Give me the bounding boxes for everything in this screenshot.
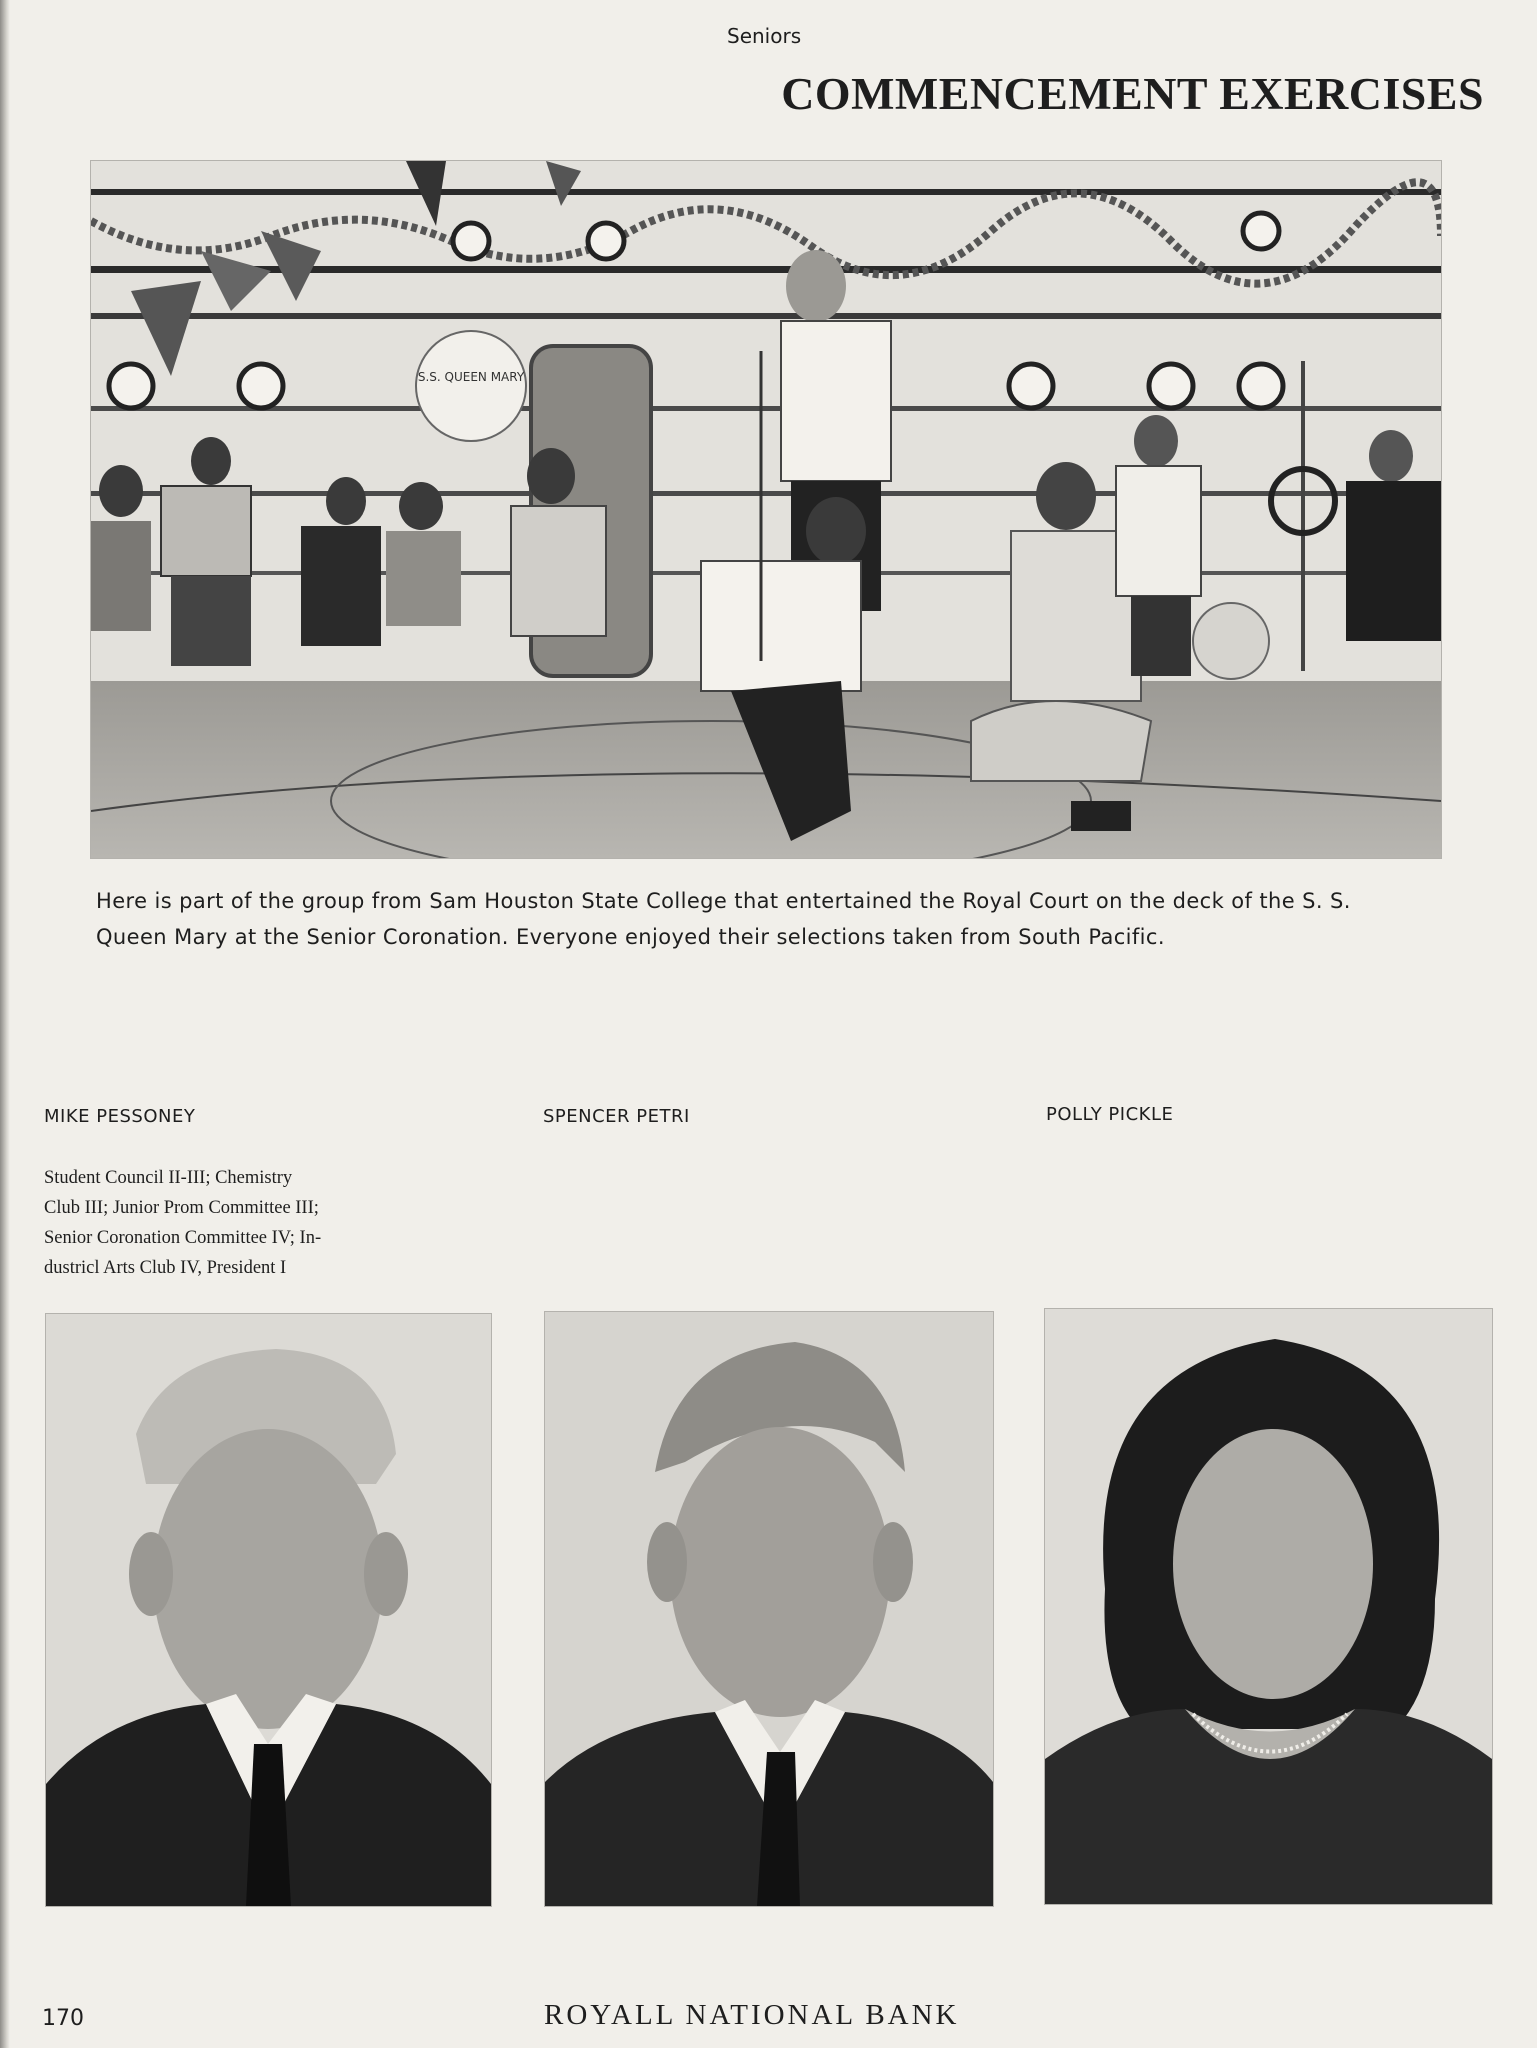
portrait-mike-pessoney <box>45 1313 492 1907</box>
student-activities-pessoney <box>44 1163 444 1283</box>
activities-line: Senior Coronation Committee IV; In- <box>44 1228 322 1248</box>
page-title: COMMENCEMENT EXERCISES <box>781 69 1484 119</box>
portrait-spencer-petri <box>544 1311 994 1907</box>
sponsor-banner: ROYALL NATIONAL BANK <box>544 1999 960 2031</box>
queen-mary-sign-text: S.S. QUEEN MARY <box>417 370 525 384</box>
activities-line: dustricl Arts Club IV, President I <box>44 1258 287 1278</box>
binding-edge <box>0 0 10 2048</box>
student-name-petri: SPENCER PETRI <box>543 1106 690 1127</box>
page-number: 170 <box>42 2006 84 2031</box>
portrait-polly-pickle <box>1044 1308 1493 1905</box>
section-label: Seniors <box>727 24 802 48</box>
activities-line: Student Council II-III; Chemistry <box>44 1168 293 1188</box>
caption-line-2: Queen Mary at the Senior Coronation. Everyone enjoyed their selections taken from South Pacific. <box>96 925 1165 949</box>
student-name-pessoney: MIKE PESSONEY <box>44 1106 196 1127</box>
activities-line: Club III; Junior Prom Committee III; <box>44 1198 319 1218</box>
stage-performance-photo <box>90 160 1442 859</box>
caption-line-1: Here is part of the group from Sam Houston State College that entertained the Royal Court on the deck of the S. S. <box>96 889 1351 913</box>
photo-caption <box>96 883 1446 955</box>
student-name-pickle: POLLY PICKLE <box>1046 1104 1174 1125</box>
